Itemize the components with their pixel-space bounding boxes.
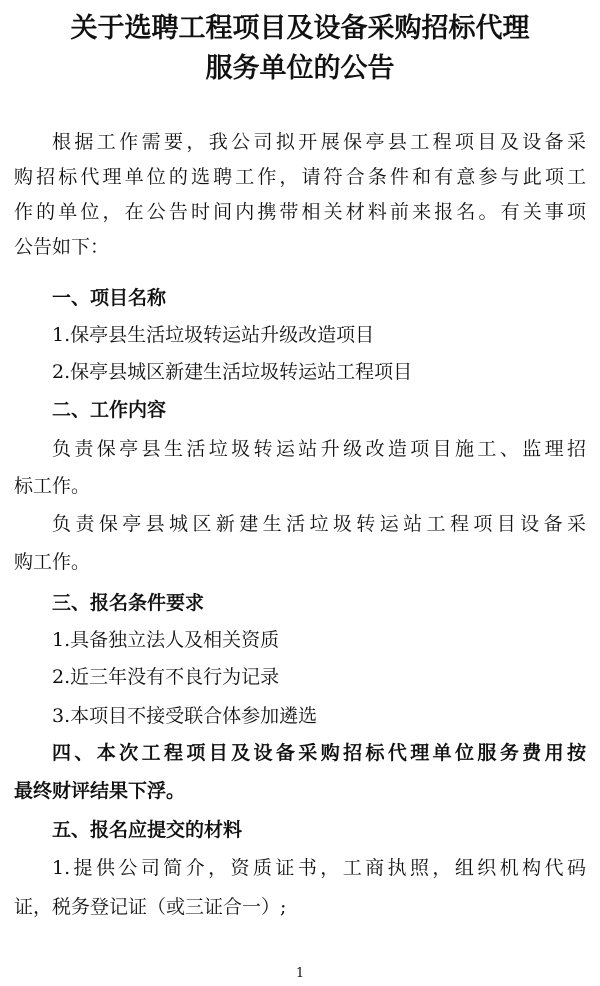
intro-line-3: 作的单位，在公告时间内携带相关材料前来报名。有关事项: [14, 201, 586, 223]
section-3-item-2: 2.近三年没有不良行为记录: [52, 666, 280, 688]
section-5-heading: 五、报名应提交的材料: [52, 819, 243, 841]
section-1-heading: 一、项目名称: [52, 287, 167, 309]
section-2-para-2-line-1: 负责保亭县城区新建生活垃圾转运站工程项目设备采: [52, 513, 586, 535]
document-title-line-2: 服务单位的公告: [205, 53, 395, 84]
section-1-item-2: 2.保亭县城区新建生活垃圾转运站工程项目: [52, 361, 413, 383]
section-3-heading: 三、报名条件要求: [52, 592, 205, 614]
section-2-para-1-line-1: 负责保亭县生活垃圾转运站升级改造项目施工、监理招: [52, 438, 586, 460]
section-2-para-2-line-2: 购工作。: [14, 551, 91, 573]
section-5-item-1-line-2: 证，税务登记证（或三证合一）;: [14, 896, 287, 918]
page-number: 1: [295, 966, 305, 981]
section-5-item-1-line-1: 1.提供公司简介，资质证书，工商执照，组织机构代码: [52, 857, 586, 879]
section-4-heading-line-1: 四、本次工程项目及设备采购招标代理单位服务费用按: [52, 742, 586, 764]
section-1-item-1: 1.保亭县生活垃圾转运站升级改造项目: [52, 324, 375, 346]
document-title-line-1: 关于选聘工程项目及设备采购招标代理: [70, 13, 530, 44]
section-3-item-1: 1.具备独立法人及相关资质: [52, 629, 280, 651]
intro-line-1: 根据工作需要，我公司拟开展保亭县工程项目及设备采: [52, 131, 586, 153]
section-2-heading: 二、工作内容: [52, 399, 167, 421]
intro-line-2: 购招标代理单位的选聘工作，请符合条件和有意参与此项工: [14, 166, 586, 188]
section-3-item-3: 3.本项目不接受联合体参加遴选: [52, 705, 318, 727]
section-4-heading-line-2: 最终财评结果下浮。: [14, 780, 186, 802]
intro-line-4: 公告如下：: [14, 236, 110, 258]
section-2-para-1-line-2: 标工作。: [14, 475, 91, 497]
